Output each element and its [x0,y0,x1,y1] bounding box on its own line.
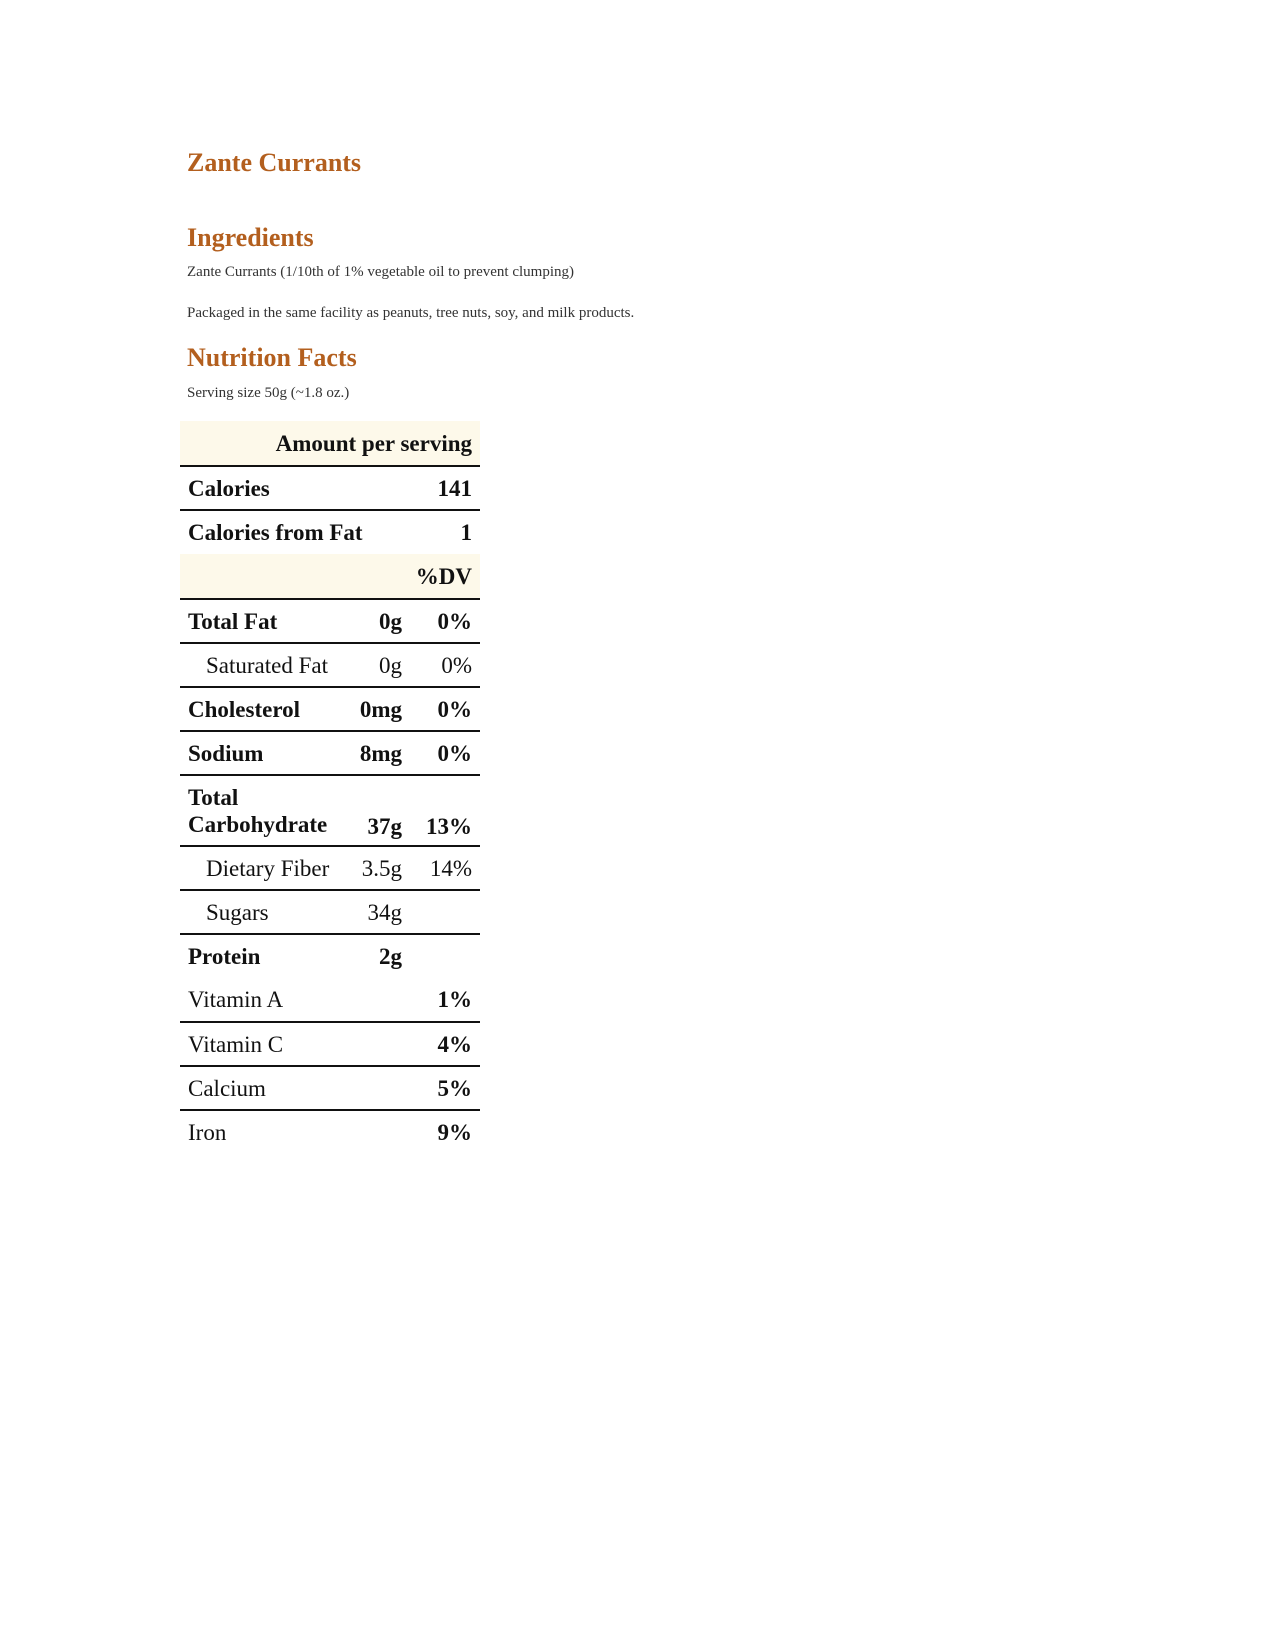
ingredients-heading: Ingredients [187,223,314,252]
vitamin-row-vitamin-c [180,1022,480,1066]
nutrient-row-total-carbohydrate [180,775,480,846]
nutrient-dv: 0% [410,731,480,775]
nutrient-label-line: Carbohydrate [188,811,328,837]
nutrient-row-protein [180,934,480,978]
nutrition-heading: Nutrition Facts [187,343,357,372]
nutrient-dv: 0% [410,643,480,687]
nutrient-row-sodium [180,731,480,775]
nutrient-dv [410,890,480,934]
vitamin-label: Iron [188,1120,227,1145]
calories-row [180,466,480,510]
nutrient-label: Saturated Fat [180,643,346,687]
vitamin-row-vitamin-a [180,978,480,1022]
nutrient-label: Sugars [180,890,346,934]
nutrient-label-line: Total [188,784,239,810]
nutrient-amount: 2g [379,944,402,969]
calories-fat-row [180,510,480,554]
allergen-note: Packaged in the same facility as peanuts, tree nuts, soy, and milk products. [187,305,635,321]
nutrient-row-cholesterol [180,687,480,731]
nutrient-label: Cholesterol [180,687,346,731]
vitamin-dv: 4% [410,1022,480,1066]
nutrient-label: Total Fat [180,599,346,643]
nutrient-dv: 13% [410,775,480,846]
calories-label: Calories [180,466,410,510]
nutrient-dv: 14% [410,846,480,890]
vitamin-row-iron [180,1110,480,1154]
dv-header: %DV [180,554,480,599]
nutrient-row-total-fat [180,599,480,643]
nutrient-label: Sodium [180,731,346,775]
nutrient-label: Protein [188,944,261,969]
nutrient-label: Dietary Fiber [180,846,346,890]
vitamin-row-calcium [180,1066,480,1110]
vitamin-dv: 5% [410,1066,480,1110]
nutrition-facts-table [180,421,480,1154]
calories-value: 141 [410,466,480,510]
vitamin-label: Vitamin A [180,978,410,1022]
nutrient-amount: 0g [346,599,410,643]
product-title: Zante Currants [187,148,362,177]
vitamin-dv: 9% [437,1120,472,1145]
ingredients-text: Zante Currants (1/10th of 1% vegetable oil to prevent clumping) [187,264,574,280]
nutrient-dv: 0% [410,687,480,731]
nutrient-row-saturated-fat [180,643,480,687]
nutrient-amount: 34g [346,890,410,934]
dv-header-row [180,554,480,599]
calories-fat-value: 1 [460,520,472,545]
nutrient-row-sugars [180,890,480,934]
nutrient-dv: 0% [410,599,480,643]
serving-size: Serving size 50g (~1.8 oz.) [187,385,350,401]
vitamin-dv: 1% [410,978,480,1022]
amount-header-row [180,421,480,466]
vitamin-label: Vitamin C [180,1022,410,1066]
nutrient-row-dietary-fiber [180,846,480,890]
nutrient-amount: 0mg [346,687,410,731]
amount-header: Amount per serving [180,421,480,466]
vitamin-label: Calcium [180,1066,410,1110]
nutrient-amount: 3.5g [346,846,410,890]
nutrient-dv [410,934,480,978]
nutrient-amount: 8mg [346,731,410,775]
nutrient-label [180,775,346,846]
nutrient-amount: 37g [346,775,410,846]
nutrient-amount: 0g [346,643,410,687]
calories-fat-label: Calories from Fat [188,520,363,545]
